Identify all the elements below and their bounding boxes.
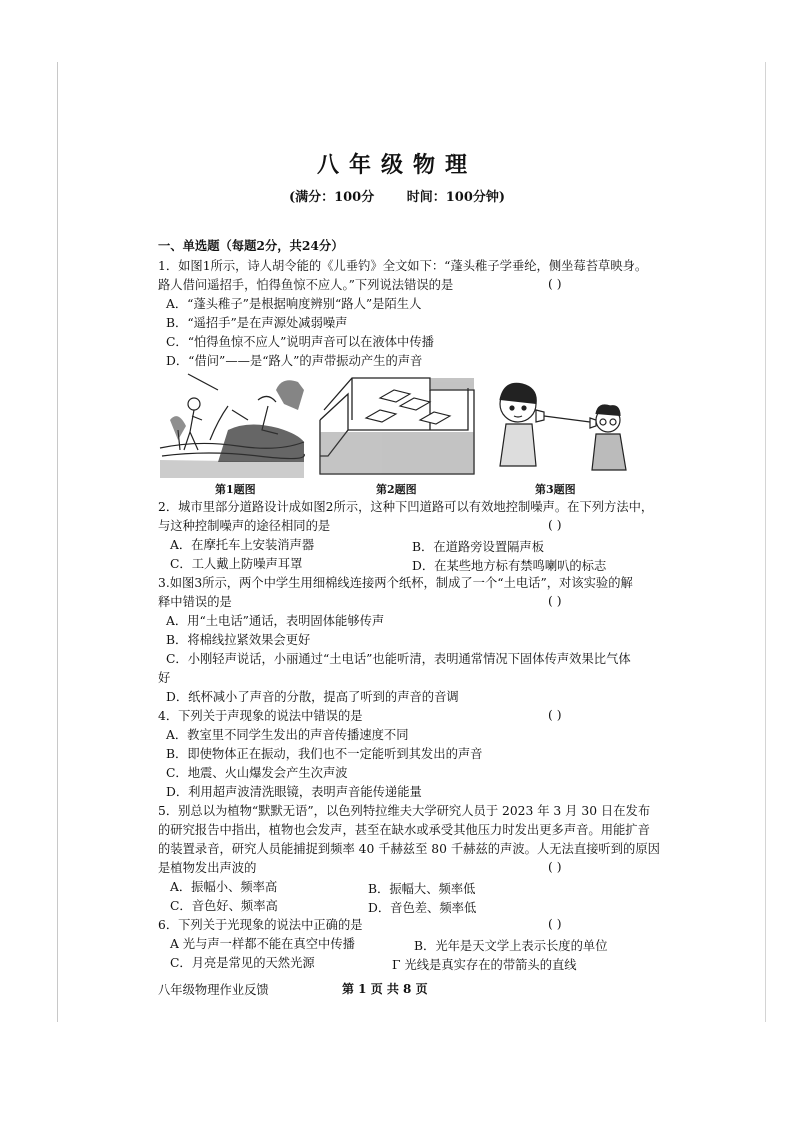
q2-line1: 2．城市里部分道路设计成如图2所示，这种下凹道路可以有效地控制噪声。在下列方法中， (158, 500, 654, 514)
figure-3-string-telephone (486, 370, 634, 478)
q3-line1: 3.如图3所示，两个中学生用细棉线连接两个纸杯，制成了一个“土电话”，对该实验的解 (158, 576, 633, 590)
q1-line2: 路人借问遥招手，怕得鱼惊不应人。”下列说法错误的是 (158, 278, 454, 292)
q4-line1: 4．下列关于声现象的说法中错误的是 (158, 709, 363, 723)
section-heading: 一、单选题（每题2分，共24分） (158, 238, 344, 253)
q5-option-d: D．音色差、频率低 (368, 901, 477, 915)
q4-option-d: D．利用超声波清洗眼镜，表明声音能传递能量 (166, 785, 422, 799)
q5-option-b: B．振幅大、频率低 (368, 882, 476, 896)
q3-option-a: A．用“土电话”通话，表明固体能够传声 (166, 614, 385, 628)
page-left-edge (57, 62, 58, 1022)
figure-2-caption: 第2题图 (376, 483, 417, 496)
q5-line1: 5．别总以为植物“默默无语”，以色列特拉维夫大学研究人员于 2023 年 3 月 30 日在发布 (158, 804, 651, 818)
full-score: (满分：100分 (288, 190, 375, 205)
footer-course: 八年级物理作业反馈 (158, 983, 269, 997)
figure-1-caption: 第1题图 (215, 483, 256, 496)
time-limit: 时间：100分钟) (406, 190, 506, 205)
q6-option-c: C．月亮是常见的天然光源 (170, 956, 315, 970)
q2-option-a: A．在摩托车上安装消声器 (170, 538, 315, 552)
footer-page-number: 第 1 页 共 8 页 (342, 982, 428, 996)
q3-line2: 释中错误的是 (158, 595, 232, 609)
q1-line1: 1．如图1所示，诗人胡令能的《儿垂钓》全文如下：“蓬头稚子学垂纶，侧坐莓苔草映身。 (158, 259, 648, 273)
figure-2-sunken-road (318, 370, 476, 478)
q5-option-a: A．振幅小、频率高 (170, 880, 278, 894)
exam-info (0, 186, 794, 205)
q6-option-a: A 光与声一样都不能在真空中传播 (170, 937, 355, 951)
q5-line3: 的装置录音，研究人员能捕捉到频率 40 千赫兹至 80 千赫兹的声波。人无法直接听到的原因 (158, 842, 660, 856)
q4-option-a: A．教室里不同学生发出的声音传播速度不同 (166, 728, 409, 742)
q6-line1: 6．下列关于光现象的说法中正确的是 (158, 918, 363, 932)
q3-answer-paren: ( ) (548, 594, 562, 608)
page-title: 八年级物理 (316, 152, 477, 178)
q4-answer-paren: ( ) (548, 708, 562, 722)
q4-option-c: C．地震、火山爆发会产生次声波 (166, 766, 348, 780)
q1-option-a: A．“蓬头稚子”是根据响度辨别“路人”是陌生人 (166, 297, 422, 311)
q1-option-c: C．“怕得鱼惊不应人”说明声音可以在液体中传播 (166, 335, 434, 349)
q6-option-d: Γ 光线是真实存在的带箭头的直线 (392, 958, 577, 972)
q2-option-b: B．在道路旁设置隔声板 (412, 540, 545, 554)
q1-option-b: B．“遥招手”是在声源处减弱噪声 (166, 316, 348, 330)
q4-option-b: B．即使物体正在振动，我们也不一定能听到其发出的声音 (166, 747, 483, 761)
q3-option-c-line1: C．小刚轻声说话，小丽通过“土电话”也能听清，表明通常情况下固体传声效果比气体 (166, 652, 631, 666)
q5-line4: 是植物发出声波的 (158, 861, 257, 875)
q2-option-d: D．在某些地方标有禁鸣喇叭的标志 (412, 559, 607, 573)
q3-option-d: D．纸杯减小了声音的分散，提高了听到的声音的音调 (166, 690, 459, 704)
q2-answer-paren: ( ) (548, 518, 562, 532)
q2-option-c: C．工人戴上防噪声耳罩 (170, 557, 303, 571)
q6-answer-paren: ( ) (548, 917, 562, 931)
page-right-edge (765, 62, 766, 1022)
figure-1-fishing-child (158, 370, 306, 478)
q1-answer-paren: ( ) (548, 277, 562, 291)
q2-line2: 与这种控制噪声的途径相同的是 (158, 519, 331, 533)
q3-option-c-line2: 好 (158, 671, 171, 685)
q5-answer-paren: ( ) (548, 860, 562, 874)
q5-line2: 的研究报告中指出，植物也会发声，甚至在缺水或承受其他压力时发出更多声音。用能扩音 (158, 823, 650, 837)
figure-3-caption: 第3题图 (535, 483, 576, 496)
q1-option-d: D．“借问”——是“路人”的声带振动产生的声音 (166, 354, 423, 368)
q3-option-b: B．将棉线拉紧效果会更好 (166, 633, 311, 647)
q6-option-b: B．光年是天文学上表示长度的单位 (414, 939, 608, 953)
q5-option-c: C．音色好、频率高 (170, 899, 278, 913)
